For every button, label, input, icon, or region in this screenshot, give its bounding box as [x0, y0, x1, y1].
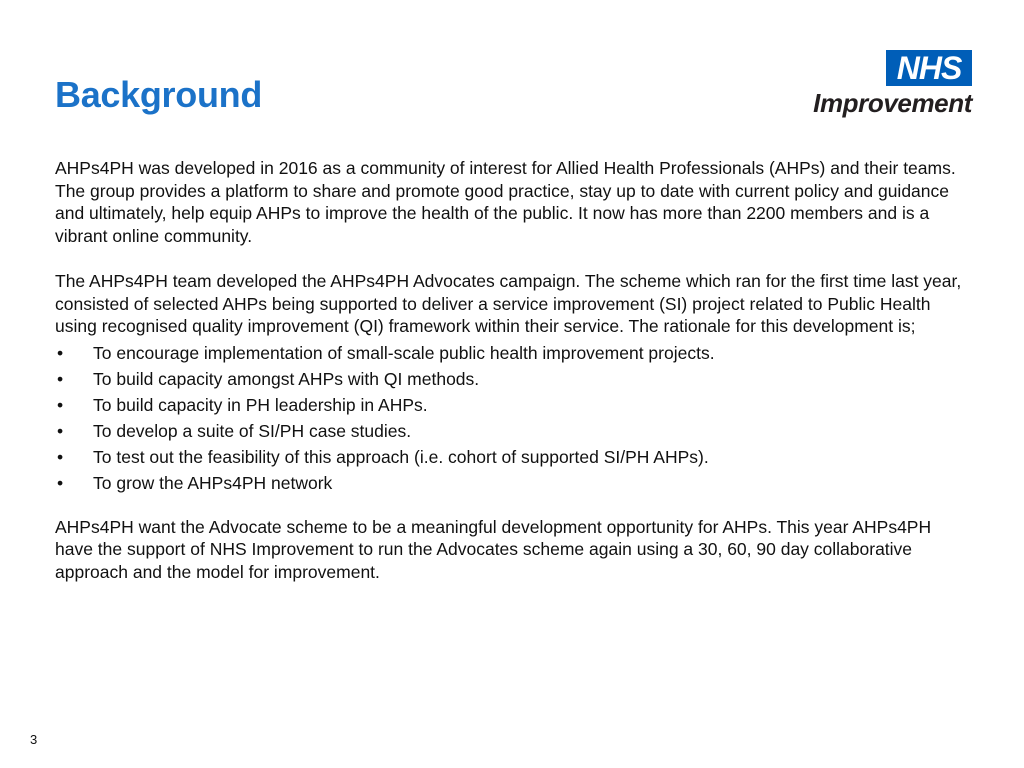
list-item — [55, 446, 970, 468]
paragraph-scheme: AHPs4PH want the Advocate scheme to be a meaningful development opportunity for AHPs. This year AHPs4PH have the support of NHS Improvement to run the Advocates scheme again using a 30, 60, 90 day collaborative approach and the model for improvement. — [55, 516, 932, 582]
slide-body — [55, 157, 970, 583]
page-number: 3 — [30, 732, 38, 747]
list-item — [55, 394, 970, 416]
bullet-icon: • — [57, 446, 64, 467]
nhs-logo-badge: NHS — [886, 50, 972, 86]
slide-title: Background — [55, 74, 263, 115]
list-item-text: To encourage implementation of small-scale public health improvement projects. — [93, 342, 715, 363]
list-item-text: To build capacity amongst AHPs with QI methods. — [93, 368, 480, 389]
logo-improvement-text: Improvement — [813, 88, 972, 118]
paragraph-intro: AHPs4PH was developed in 2016 as a community of interest for Allied Health Professionals (AHPs) and their teams. The group provides a platform to share and promote good practice, stay up to date with current policy and guidance and ultimately, help equip AHPs to improve the health of the public. It now has more than 2200 members and is a vibrant online community. — [55, 158, 956, 246]
list-item-text: To grow the AHPs4PH network — [93, 472, 333, 493]
bullet-icon: • — [57, 368, 64, 389]
rationale-list — [55, 342, 970, 494]
bullet-icon: • — [57, 472, 64, 493]
list-item — [55, 472, 970, 494]
list-item — [55, 342, 970, 364]
paragraph-campaign: The AHPs4PH team developed the AHPs4PH Advocates campaign. The scheme which ran for the first time last year, consisted of selected AHPs being supported to deliver a service improvement (SI) project related to Public Health using recognised quality improvement (QI) framework within their service. The rationale for this development is; — [55, 271, 962, 336]
list-item-text: To build capacity in PH leadership in AHPs. — [93, 394, 428, 415]
bullet-icon: • — [57, 420, 64, 441]
bullet-icon: • — [57, 342, 64, 363]
list-item — [55, 420, 970, 442]
bullet-icon: • — [57, 394, 64, 415]
list-item-text: To develop a suite of SI/PH case studies. — [93, 420, 412, 441]
nhs-improvement-logo — [790, 50, 974, 122]
list-item — [55, 368, 970, 390]
list-item-text: To test out the feasibility of this approach (i.e. cohort of supported SI/PH AHPs). — [93, 446, 709, 467]
